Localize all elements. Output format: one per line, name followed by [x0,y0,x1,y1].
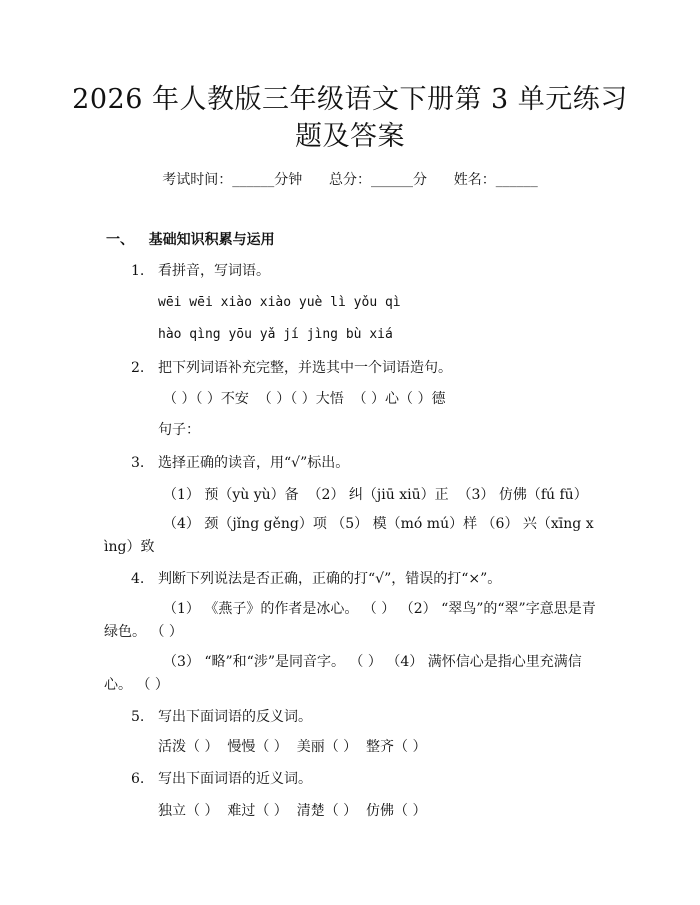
q5-number: 5. [131,709,145,725]
q1-pinyin-row1: wēi wēi xiào xiào yuè lì yǒu qì [158,295,401,310]
q6-items: 独立（ ） 难过（ ） 清楚（ ） 仿佛（ ） [158,803,427,819]
q4-number: 4. [131,571,145,587]
q1-text: 看拼音，写词语。 [158,263,270,279]
q1-number: 1. [131,263,145,279]
q2-text: 把下列词语补充完整，并选其中一个词语造句。 [158,360,452,376]
q4-row2: （3） “略”和“涉”是同音字。 （ ） （4） 满怀信心是指心里充满信心。 （ ） [104,654,582,693]
q2-items: （ ）（ ）不安 （ ）（ ）大悟 （ ）心（ ）德 [163,391,446,407]
exam-meta: 考试时间：______分钟 总分：______分 姓名：______ [162,172,538,188]
doc-title-line2: 题及答案 [295,121,405,152]
q6-number: 6. [131,771,145,787]
q3-text: 选择正确的读音，用“√”标出。 [158,455,350,471]
q4-row1: （1） 《燕子》的作者是冰心。 （ ） （2） “翠鸟”的“翠”字意思是青绿色。 （ ） [104,601,596,640]
q3-row2: （4） 颈（jǐng gěng）项 （5） 模（mó mú）样 （6） 兴（xīng xìng）致 [104,516,594,555]
q4-text: 判断下列说法是否正确，正确的打“√”，错误的打“×”。 [158,571,502,587]
q5-text: 写出下面词语的反义词。 [158,709,312,725]
q2-sentence-label: 句子： [158,422,200,438]
q3-number: 3. [131,455,145,471]
q2-number: 2. [131,360,145,376]
q1-pinyin-row2: hào qìng yōu yǎ jí jìng bù xiá [158,327,393,342]
q5-items: 活泼（ ） 慢慢（ ） 美丽（ ） 整齐（ ） [158,739,427,755]
q3-row1: （1） 预（yù yù）备 （2） 纠（jiū xiū）正 （3） 仿佛（fú fū） [163,487,588,503]
q6-text: 写出下面词语的近义词。 [158,771,312,787]
doc-title-line1: 2026 年人教版三年级语文下册第 3 单元练习 [72,84,628,115]
section-heading: 一、 基础知识积累与运用 [106,232,275,248]
